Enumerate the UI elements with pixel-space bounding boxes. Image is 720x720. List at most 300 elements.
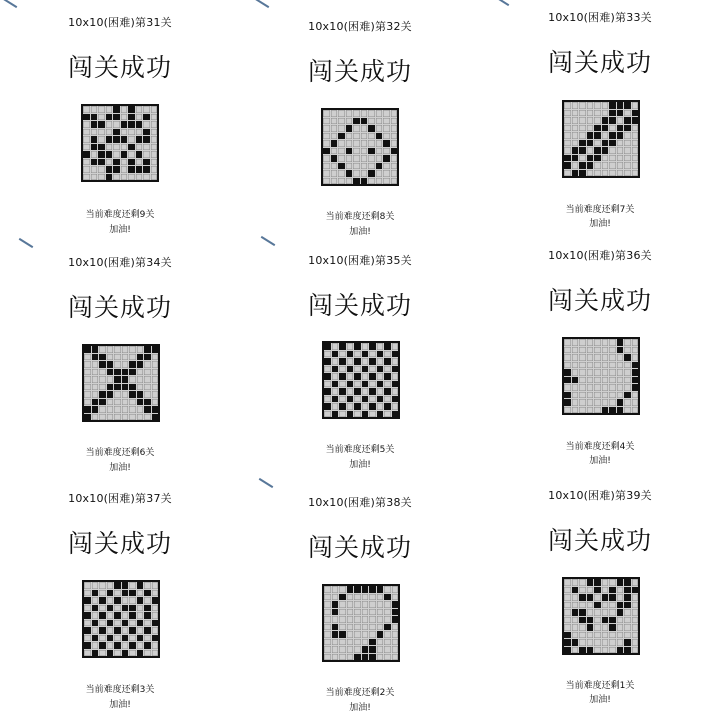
success-heading: 闯关成功 <box>67 53 172 82</box>
filled-cell <box>137 582 144 589</box>
filled-cell <box>377 411 384 418</box>
empty-cell <box>347 343 354 350</box>
filled-cell <box>587 617 594 624</box>
empty-cell <box>83 166 90 173</box>
empty-cell <box>99 414 106 421</box>
empty-cell <box>332 586 339 593</box>
filled-cell <box>137 635 144 642</box>
empty-cell <box>83 121 90 128</box>
empty-cell <box>391 163 398 170</box>
empty-cell <box>129 582 136 589</box>
empty-cell <box>136 129 143 136</box>
remaining-levels-text: 当前难度还剩5关 <box>325 445 395 455</box>
empty-cell <box>377 639 384 646</box>
empty-cell <box>579 399 586 406</box>
empty-cell <box>376 125 383 132</box>
empty-cell <box>579 587 586 594</box>
filled-cell <box>152 414 159 421</box>
empty-cell <box>152 376 159 383</box>
empty-cell <box>354 601 361 608</box>
empty-cell <box>609 399 616 406</box>
empty-cell <box>99 605 106 612</box>
empty-cell <box>323 155 330 162</box>
filled-cell <box>362 654 369 661</box>
filled-cell <box>83 114 90 121</box>
empty-cell <box>137 376 144 383</box>
filled-cell <box>624 639 631 646</box>
empty-cell <box>391 125 398 132</box>
filled-cell <box>624 102 631 109</box>
empty-cell <box>129 650 136 657</box>
empty-cell <box>107 376 114 383</box>
filled-cell <box>92 346 99 353</box>
filled-cell <box>392 366 399 373</box>
empty-cell <box>144 597 151 604</box>
empty-cell <box>391 178 398 185</box>
empty-cell <box>106 106 113 113</box>
empty-cell <box>91 106 98 113</box>
filled-cell <box>368 170 375 177</box>
empty-cell <box>572 132 579 139</box>
empty-cell <box>572 594 579 601</box>
empty-cell <box>564 384 571 391</box>
empty-cell <box>324 639 331 646</box>
level-panel-39 <box>480 480 720 720</box>
empty-cell <box>594 369 601 376</box>
empty-cell <box>377 654 384 661</box>
empty-cell <box>362 631 369 638</box>
empty-cell <box>369 381 376 388</box>
empty-cell <box>617 639 624 646</box>
empty-cell <box>572 140 579 147</box>
empty-cell <box>383 163 390 170</box>
empty-cell <box>347 646 354 653</box>
cheer-text: 加油! <box>109 700 131 710</box>
empty-cell <box>121 129 128 136</box>
empty-cell <box>331 133 338 140</box>
empty-cell <box>99 406 106 413</box>
filled-cell <box>128 106 135 113</box>
empty-cell <box>361 133 368 140</box>
empty-cell <box>144 414 151 421</box>
empty-cell <box>602 579 609 586</box>
filled-cell <box>392 351 399 358</box>
empty-cell <box>83 144 90 151</box>
empty-cell <box>152 361 159 368</box>
puzzle-grid <box>562 100 640 178</box>
filled-cell <box>332 396 339 403</box>
empty-cell <box>84 391 91 398</box>
filled-cell <box>609 140 616 147</box>
empty-cell <box>376 118 383 125</box>
remaining-levels-text: 当前难度还剩9关 <box>85 210 155 220</box>
filled-cell <box>377 631 384 638</box>
filled-cell <box>128 166 135 173</box>
filled-cell <box>339 373 346 380</box>
filled-cell <box>129 384 136 391</box>
empty-cell <box>347 639 354 646</box>
filled-cell <box>84 642 91 649</box>
empty-cell <box>151 159 158 166</box>
empty-cell <box>594 140 601 147</box>
empty-cell <box>114 391 121 398</box>
empty-cell <box>572 392 579 399</box>
empty-cell <box>564 594 571 601</box>
filled-cell <box>144 346 151 353</box>
empty-cell <box>376 140 383 147</box>
filled-cell <box>632 587 639 594</box>
empty-cell <box>362 594 369 601</box>
empty-cell <box>587 632 594 639</box>
empty-cell <box>129 414 136 421</box>
filled-cell <box>143 129 150 136</box>
level-panel-36 <box>480 240 720 480</box>
empty-cell <box>331 118 338 125</box>
empty-cell <box>353 140 360 147</box>
level-title: 10x10(困难)第38关 <box>308 496 412 509</box>
empty-cell <box>617 392 624 399</box>
filled-cell <box>137 597 144 604</box>
empty-cell <box>144 391 151 398</box>
empty-cell <box>369 601 376 608</box>
empty-cell <box>609 632 616 639</box>
filled-cell <box>332 631 339 638</box>
filled-cell <box>632 377 639 384</box>
filled-cell <box>84 346 91 353</box>
filled-cell <box>92 635 99 642</box>
filled-cell <box>362 411 369 418</box>
filled-cell <box>121 151 128 158</box>
filled-cell <box>346 148 353 155</box>
filled-cell <box>144 612 151 619</box>
empty-cell <box>331 148 338 155</box>
filled-cell <box>98 151 105 158</box>
filled-cell <box>99 361 106 368</box>
filled-cell <box>347 351 354 358</box>
empty-cell <box>368 140 375 147</box>
empty-cell <box>384 351 391 358</box>
filled-cell <box>99 399 106 406</box>
filled-cell <box>384 388 391 395</box>
empty-cell <box>128 151 135 158</box>
filled-cell <box>368 148 375 155</box>
filled-cell <box>98 121 105 128</box>
empty-cell <box>144 650 151 657</box>
level-panel-31 <box>0 0 240 240</box>
filled-cell <box>392 609 399 616</box>
filled-cell <box>107 650 114 657</box>
filled-cell <box>113 106 120 113</box>
empty-cell <box>107 612 114 619</box>
empty-cell <box>609 162 616 169</box>
filled-cell <box>572 155 579 162</box>
empty-cell <box>376 155 383 162</box>
empty-cell <box>92 369 99 376</box>
empty-cell <box>587 170 594 177</box>
filled-cell <box>92 399 99 406</box>
empty-cell <box>152 399 159 406</box>
empty-cell <box>594 377 601 384</box>
filled-cell <box>602 117 609 124</box>
empty-cell <box>572 647 579 654</box>
filled-cell <box>324 373 331 380</box>
empty-cell <box>609 602 616 609</box>
empty-cell <box>136 144 143 151</box>
empty-cell <box>392 646 399 653</box>
empty-cell <box>587 392 594 399</box>
filled-cell <box>369 358 376 365</box>
filled-cell <box>113 159 120 166</box>
empty-cell <box>122 361 129 368</box>
filled-cell <box>106 114 113 121</box>
empty-cell <box>347 624 354 631</box>
empty-cell <box>338 140 345 147</box>
empty-cell <box>384 609 391 616</box>
empty-cell <box>83 159 90 166</box>
filled-cell <box>106 166 113 173</box>
empty-cell <box>332 594 339 601</box>
empty-cell <box>377 358 384 365</box>
empty-cell <box>84 384 91 391</box>
filled-cell <box>383 140 390 147</box>
empty-cell <box>121 174 128 181</box>
filled-cell <box>572 587 579 594</box>
empty-cell <box>121 144 128 151</box>
filled-cell <box>392 411 399 418</box>
filled-cell <box>143 159 150 166</box>
empty-cell <box>392 586 399 593</box>
empty-cell <box>609 147 616 154</box>
empty-cell <box>376 178 383 185</box>
empty-cell <box>392 373 399 380</box>
empty-cell <box>151 166 158 173</box>
empty-cell <box>152 627 159 634</box>
filled-cell <box>152 346 159 353</box>
filled-cell <box>354 654 361 661</box>
empty-cell <box>339 396 346 403</box>
empty-cell <box>572 362 579 369</box>
empty-cell <box>384 366 391 373</box>
empty-cell <box>579 354 586 361</box>
empty-cell <box>332 639 339 646</box>
empty-cell <box>323 110 330 117</box>
filled-cell <box>339 403 346 410</box>
empty-cell <box>572 110 579 117</box>
empty-cell <box>572 384 579 391</box>
empty-cell <box>113 174 120 181</box>
empty-cell <box>624 377 631 384</box>
filled-cell <box>362 366 369 373</box>
empty-cell <box>377 609 384 616</box>
empty-cell <box>564 407 571 414</box>
empty-cell <box>114 650 121 657</box>
filled-cell <box>129 361 136 368</box>
empty-cell <box>594 617 601 624</box>
empty-cell <box>602 377 609 384</box>
filled-cell <box>122 650 129 657</box>
empty-cell <box>99 620 106 627</box>
empty-cell <box>594 102 601 109</box>
empty-cell <box>632 140 639 147</box>
empty-cell <box>587 354 594 361</box>
empty-cell <box>609 369 616 376</box>
filled-cell <box>128 121 135 128</box>
empty-cell <box>332 358 339 365</box>
empty-cell <box>362 403 369 410</box>
filled-cell <box>92 354 99 361</box>
filled-cell <box>122 590 129 597</box>
empty-cell <box>144 620 151 627</box>
empty-cell <box>564 617 571 624</box>
filled-cell <box>99 642 106 649</box>
empty-cell <box>572 602 579 609</box>
empty-cell <box>137 346 144 353</box>
empty-cell <box>137 605 144 612</box>
empty-cell <box>122 642 129 649</box>
empty-cell <box>384 396 391 403</box>
empty-cell <box>353 148 360 155</box>
level-title: 10x10(困难)第31关 <box>68 16 172 29</box>
empty-cell <box>323 118 330 125</box>
filled-cell <box>332 624 339 631</box>
empty-cell <box>91 129 98 136</box>
empty-cell <box>617 369 624 376</box>
empty-cell <box>129 406 136 413</box>
cheer-text: 加油! <box>589 456 611 466</box>
filled-cell <box>354 586 361 593</box>
filled-cell <box>324 358 331 365</box>
empty-cell <box>572 407 579 414</box>
filled-cell <box>107 361 114 368</box>
empty-cell <box>151 114 158 121</box>
empty-cell <box>137 369 144 376</box>
empty-cell <box>632 125 639 132</box>
empty-cell <box>609 392 616 399</box>
filled-cell <box>354 403 361 410</box>
filled-cell <box>609 594 616 601</box>
empty-cell <box>136 159 143 166</box>
empty-cell <box>564 339 571 346</box>
empty-cell <box>137 612 144 619</box>
empty-cell <box>384 646 391 653</box>
empty-cell <box>617 617 624 624</box>
filled-cell <box>339 594 346 601</box>
filled-cell <box>92 650 99 657</box>
empty-cell <box>602 639 609 646</box>
empty-cell <box>384 631 391 638</box>
filled-cell <box>624 594 631 601</box>
empty-cell <box>572 369 579 376</box>
filled-cell <box>137 354 144 361</box>
filled-cell <box>617 602 624 609</box>
empty-cell <box>617 140 624 147</box>
empty-cell <box>338 148 345 155</box>
empty-cell <box>83 174 90 181</box>
filled-cell <box>587 132 594 139</box>
empty-cell <box>369 366 376 373</box>
empty-cell <box>122 414 129 421</box>
empty-cell <box>624 132 631 139</box>
filled-cell <box>564 369 571 376</box>
empty-cell <box>113 144 120 151</box>
empty-cell <box>609 339 616 346</box>
filled-cell <box>122 605 129 612</box>
empty-cell <box>587 362 594 369</box>
filled-cell <box>113 114 120 121</box>
empty-cell <box>564 110 571 117</box>
empty-cell <box>602 632 609 639</box>
empty-cell <box>152 650 159 657</box>
empty-cell <box>129 597 136 604</box>
empty-cell <box>392 343 399 350</box>
empty-cell <box>572 117 579 124</box>
empty-cell <box>594 399 601 406</box>
filled-cell <box>143 166 150 173</box>
filled-cell <box>107 620 114 627</box>
empty-cell <box>113 151 120 158</box>
empty-cell <box>624 407 631 414</box>
filled-cell <box>129 605 136 612</box>
filled-cell <box>624 647 631 654</box>
filled-cell <box>564 647 571 654</box>
filled-cell <box>354 373 361 380</box>
remaining-levels-text: 当前难度还剩7关 <box>565 205 635 215</box>
empty-cell <box>587 587 594 594</box>
empty-cell <box>617 587 624 594</box>
filled-cell <box>152 406 159 413</box>
empty-cell <box>324 624 331 631</box>
empty-cell <box>331 125 338 132</box>
empty-cell <box>632 170 639 177</box>
empty-cell <box>564 602 571 609</box>
filled-cell <box>84 627 91 634</box>
empty-cell <box>361 125 368 132</box>
filled-cell <box>594 602 601 609</box>
empty-cell <box>594 647 601 654</box>
filled-cell <box>572 147 579 154</box>
empty-cell <box>152 354 159 361</box>
empty-cell <box>136 174 143 181</box>
empty-cell <box>346 163 353 170</box>
empty-cell <box>376 170 383 177</box>
empty-cell <box>346 133 353 140</box>
empty-cell <box>609 384 616 391</box>
filled-cell <box>369 373 376 380</box>
filled-cell <box>128 114 135 121</box>
empty-cell <box>572 632 579 639</box>
empty-cell <box>617 354 624 361</box>
empty-cell <box>384 654 391 661</box>
empty-cell <box>572 347 579 354</box>
filled-cell <box>594 147 601 154</box>
filled-cell <box>617 579 624 586</box>
filled-cell <box>129 391 136 398</box>
empty-cell <box>369 631 376 638</box>
empty-cell <box>632 102 639 109</box>
empty-cell <box>624 369 631 376</box>
empty-cell <box>383 125 390 132</box>
empty-cell <box>368 110 375 117</box>
filled-cell <box>137 391 144 398</box>
empty-cell <box>632 594 639 601</box>
filled-cell <box>594 132 601 139</box>
empty-cell <box>92 597 99 604</box>
empty-cell <box>579 110 586 117</box>
filled-cell <box>354 388 361 395</box>
filled-cell <box>143 136 150 143</box>
empty-cell <box>594 609 601 616</box>
empty-cell <box>369 609 376 616</box>
